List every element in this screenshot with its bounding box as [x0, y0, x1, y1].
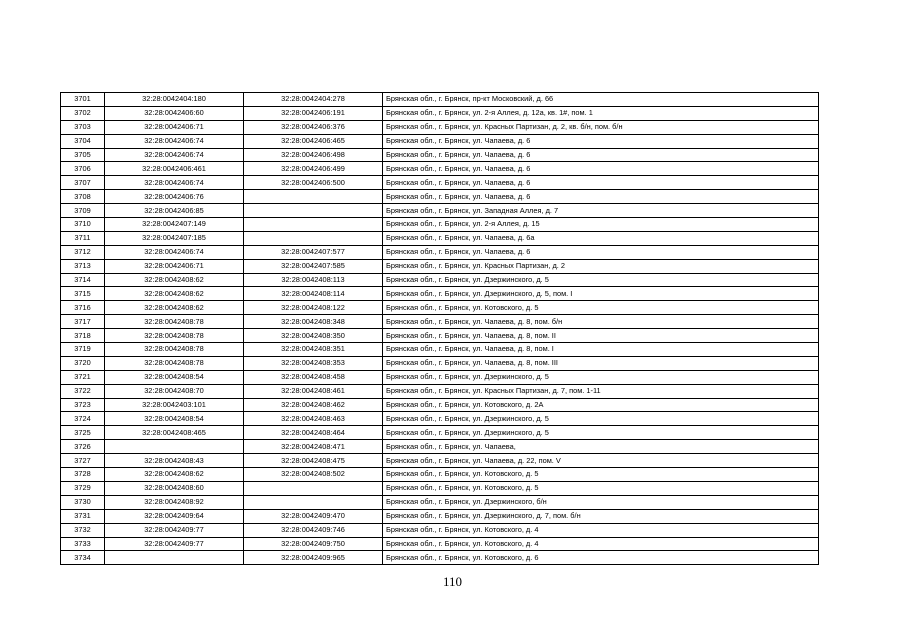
row-number-cell: 3727 — [61, 454, 105, 468]
address-cell: Брянская обл., г. Брянск, ул. Чапаева, — [383, 440, 819, 454]
row-number-cell: 3704 — [61, 134, 105, 148]
address-cell: Брянская обл., г. Брянск, ул. 2-я Аллея, д. 12а, кв. 1#, пом. 1 — [383, 106, 819, 120]
row-number-cell: 3713 — [61, 259, 105, 273]
row-number-cell: 3715 — [61, 287, 105, 301]
row-number-cell: 3705 — [61, 148, 105, 162]
linked-cadastral-number-cell: 32:28:0042408:458 — [244, 370, 383, 384]
table-row — [61, 134, 819, 148]
row-number-cell: 3709 — [61, 204, 105, 218]
address-cell: Брянская обл., г. Брянск, ул. Дзержинского, д. 5 — [383, 426, 819, 440]
row-number-cell: 3723 — [61, 398, 105, 412]
address-cell: Брянская обл., г. Брянск, ул. Котовского, д. 4 — [383, 523, 819, 537]
row-number-cell: 3729 — [61, 481, 105, 495]
table-row — [61, 551, 819, 565]
table-row — [61, 495, 819, 509]
cadastral-number-cell: 32:28:0042408:78 — [105, 356, 244, 370]
cadastral-number-cell: 32:28:0042408:62 — [105, 468, 244, 482]
linked-cadastral-number-cell: 32:28:0042409:750 — [244, 537, 383, 551]
linked-cadastral-number-cell: 32:28:0042407:585 — [244, 259, 383, 273]
row-number-cell: 3701 — [61, 93, 105, 107]
cadastral-number-cell: 32:28:0042408:465 — [105, 426, 244, 440]
linked-cadastral-number-cell — [244, 204, 383, 218]
table-row — [61, 523, 819, 537]
row-number-cell: 3711 — [61, 231, 105, 245]
linked-cadastral-number-cell: 32:28:0042408:351 — [244, 343, 383, 357]
table-row — [61, 468, 819, 482]
row-number-cell: 3716 — [61, 301, 105, 315]
table-row — [61, 440, 819, 454]
linked-cadastral-number-cell: 32:28:0042406:498 — [244, 148, 383, 162]
row-number-cell: 3710 — [61, 218, 105, 232]
linked-cadastral-number-cell: 32:28:0042408:353 — [244, 356, 383, 370]
linked-cadastral-number-cell — [244, 495, 383, 509]
address-cell: Брянская обл., г. Брянск, ул. Чапаева, д. 6 — [383, 148, 819, 162]
table-row — [61, 301, 819, 315]
table-row — [61, 162, 819, 176]
table-row — [61, 370, 819, 384]
table-row — [61, 481, 819, 495]
address-cell: Брянская обл., г. Брянск, ул. Дзержинского, д. 5 — [383, 273, 819, 287]
cadastral-number-cell — [105, 440, 244, 454]
address-cell: Брянская обл., г. Брянск, ул. Чапаева, д. 6 — [383, 190, 819, 204]
cadastral-number-cell: 32:28:0042406:74 — [105, 176, 244, 190]
linked-cadastral-number-cell — [244, 231, 383, 245]
row-number-cell: 3733 — [61, 537, 105, 551]
linked-cadastral-number-cell: 32:28:0042406:376 — [244, 120, 383, 134]
row-number-cell: 3714 — [61, 273, 105, 287]
linked-cadastral-number-cell — [244, 481, 383, 495]
cadastral-number-cell: 32:28:0042404:180 — [105, 93, 244, 107]
address-cell: Брянская обл., г. Брянск, ул. Чапаева, д. 6а — [383, 231, 819, 245]
row-number-cell: 3726 — [61, 440, 105, 454]
address-cell: Брянская обл., г. Брянск, ул. Чапаева, д. 6 — [383, 176, 819, 190]
cadastral-number-cell: 32:28:0042408:70 — [105, 384, 244, 398]
linked-cadastral-number-cell: 32:28:0042408:502 — [244, 468, 383, 482]
cadastral-number-cell: 32:28:0042408:78 — [105, 343, 244, 357]
row-number-cell: 3702 — [61, 106, 105, 120]
linked-cadastral-number-cell: 32:28:0042408:475 — [244, 454, 383, 468]
address-cell: Брянская обл., г. Брянск, ул. Дзержинского, б/н — [383, 495, 819, 509]
table-row — [61, 93, 819, 107]
linked-cadastral-number-cell: 32:28:0042404:278 — [244, 93, 383, 107]
row-number-cell: 3722 — [61, 384, 105, 398]
address-cell: Брянская обл., г. Брянск, ул. Котовского, д. 6 — [383, 551, 819, 565]
cadastral-number-cell: 32:28:0042407:149 — [105, 218, 244, 232]
row-number-cell: 3721 — [61, 370, 105, 384]
row-number-cell: 3728 — [61, 468, 105, 482]
linked-cadastral-number-cell: 32:28:0042406:191 — [244, 106, 383, 120]
table-row — [61, 148, 819, 162]
table-row — [61, 454, 819, 468]
table-row — [61, 190, 819, 204]
table-row — [61, 329, 819, 343]
table-row — [61, 537, 819, 551]
table-row — [61, 204, 819, 218]
linked-cadastral-number-cell: 32:28:0042408:350 — [244, 329, 383, 343]
cadastral-number-cell: 32:28:0042406:74 — [105, 245, 244, 259]
table-row — [61, 231, 819, 245]
cadastral-number-cell: 32:28:0042408:78 — [105, 315, 244, 329]
cadastral-number-cell: 32:28:0042408:62 — [105, 273, 244, 287]
table-row — [61, 398, 819, 412]
page-number: 110 — [442, 574, 463, 589]
table-row — [61, 120, 819, 134]
cadastral-number-cell: 32:28:0042406:71 — [105, 259, 244, 273]
table-row — [61, 176, 819, 190]
row-number-cell: 3707 — [61, 176, 105, 190]
table-row — [61, 509, 819, 523]
cadastral-number-cell: 32:28:0042407:185 — [105, 231, 244, 245]
address-cell: Брянская обл., г. Брянск, ул. Чапаева, д. 6 — [383, 134, 819, 148]
address-cell: Брянская обл., г. Брянск, ул. Котовского, д. 5 — [383, 301, 819, 315]
registry-table — [60, 92, 819, 565]
linked-cadastral-number-cell: 32:28:0042406:465 — [244, 134, 383, 148]
linked-cadastral-number-cell: 32:28:0042408:113 — [244, 273, 383, 287]
row-number-cell: 3718 — [61, 329, 105, 343]
cadastral-number-cell — [105, 551, 244, 565]
address-cell: Брянская обл., г. Брянск, ул. Красных Партизан, д. 7, пом. 1-11 — [383, 384, 819, 398]
linked-cadastral-number-cell: 32:28:0042406:499 — [244, 162, 383, 176]
cadastral-number-cell: 32:28:0042406:76 — [105, 190, 244, 204]
row-number-cell: 3706 — [61, 162, 105, 176]
table-row — [61, 273, 819, 287]
table-row — [61, 287, 819, 301]
table-row — [61, 384, 819, 398]
table-row — [61, 412, 819, 426]
linked-cadastral-number-cell: 32:28:0042408:463 — [244, 412, 383, 426]
cadastral-number-cell: 32:28:0042406:60 — [105, 106, 244, 120]
linked-cadastral-number-cell: 32:28:0042408:122 — [244, 301, 383, 315]
cadastral-number-cell: 32:28:0042406:71 — [105, 120, 244, 134]
address-cell: Брянская обл., г. Брянск, ул. Чапаева, д. 8, пом. б/н — [383, 315, 819, 329]
row-number-cell: 3724 — [61, 412, 105, 426]
address-cell: Брянская обл., г. Брянск, ул. Чапаева, д. 6 — [383, 245, 819, 259]
cadastral-number-cell: 32:28:0042408:60 — [105, 481, 244, 495]
address-cell: Брянская обл., г. Брянск, ул. Чапаева, д. 6 — [383, 162, 819, 176]
cadastral-number-cell: 32:28:0042406:74 — [105, 134, 244, 148]
cadastral-number-cell: 32:28:0042408:43 — [105, 454, 244, 468]
row-number-cell: 3730 — [61, 495, 105, 509]
table-row — [61, 356, 819, 370]
address-cell: Брянская обл., г. Брянск, ул. Дзержинского, д. 5 — [383, 370, 819, 384]
linked-cadastral-number-cell: 32:28:0042408:464 — [244, 426, 383, 440]
table-row — [61, 315, 819, 329]
registry-table-body — [61, 93, 819, 565]
table-row — [61, 426, 819, 440]
row-number-cell: 3719 — [61, 343, 105, 357]
cadastral-number-cell: 32:28:0042409:77 — [105, 537, 244, 551]
address-cell: Брянская обл., г. Брянск, ул. Дзержинского, д. 7, пом. б/н — [383, 509, 819, 523]
linked-cadastral-number-cell: 32:28:0042408:114 — [244, 287, 383, 301]
cadastral-number-cell: 32:28:0042409:77 — [105, 523, 244, 537]
linked-cadastral-number-cell: 32:28:0042409:746 — [244, 523, 383, 537]
address-cell: Брянская обл., г. Брянск, ул. Дзержинского, д. 5 — [383, 412, 819, 426]
linked-cadastral-number-cell — [244, 218, 383, 232]
cadastral-number-cell: 32:28:0042403:101 — [105, 398, 244, 412]
linked-cadastral-number-cell: 32:28:0042406:500 — [244, 176, 383, 190]
row-number-cell: 3732 — [61, 523, 105, 537]
table-row — [61, 245, 819, 259]
address-cell: Брянская обл., г. Брянск, ул. Чапаева, д. 22, пом. V — [383, 454, 819, 468]
cadastral-number-cell: 32:28:0042408:62 — [105, 301, 244, 315]
cadastral-number-cell: 32:28:0042406:85 — [105, 204, 244, 218]
address-cell: Брянская обл., г. Брянск, ул. Красных Партизан, д. 2 — [383, 259, 819, 273]
address-cell: Брянская обл., г. Брянск, пр-кт Московский, д. 66 — [383, 93, 819, 107]
linked-cadastral-number-cell: 32:28:0042408:462 — [244, 398, 383, 412]
table-row — [61, 218, 819, 232]
linked-cadastral-number-cell: 32:28:0042408:348 — [244, 315, 383, 329]
cadastral-number-cell: 32:28:0042408:62 — [105, 287, 244, 301]
row-number-cell: 3708 — [61, 190, 105, 204]
cadastral-number-cell: 32:28:0042406:461 — [105, 162, 244, 176]
cadastral-number-cell: 32:28:0042409:64 — [105, 509, 244, 523]
linked-cadastral-number-cell: 32:28:0042408:461 — [244, 384, 383, 398]
address-cell: Брянская обл., г. Брянск, ул. Западная Аллея, д. 7 — [383, 204, 819, 218]
cadastral-number-cell: 32:28:0042408:54 — [105, 412, 244, 426]
address-cell: Брянская обл., г. Брянск, ул. Котовского, д. 5 — [383, 468, 819, 482]
row-number-cell: 3734 — [61, 551, 105, 565]
address-cell: Брянская обл., г. Брянск, ул. Чапаева, д. 8, пом. I — [383, 343, 819, 357]
cadastral-number-cell: 32:28:0042408:78 — [105, 329, 244, 343]
linked-cadastral-number-cell: 32:28:0042408:471 — [244, 440, 383, 454]
linked-cadastral-number-cell: 32:28:0042409:470 — [244, 509, 383, 523]
row-number-cell: 3720 — [61, 356, 105, 370]
address-cell: Брянская обл., г. Брянск, ул. Красных Партизан, д. 2, кв. б/н, пом. б/н — [383, 120, 819, 134]
cadastral-number-cell: 32:28:0042408:54 — [105, 370, 244, 384]
address-cell: Брянская обл., г. Брянск, ул. Котовского, д. 5 — [383, 481, 819, 495]
linked-cadastral-number-cell: 32:28:0042407:577 — [244, 245, 383, 259]
row-number-cell: 3731 — [61, 509, 105, 523]
table-row — [61, 106, 819, 120]
address-cell: Брянская обл., г. Брянск, ул. Чапаева, д. 8, пом. II — [383, 329, 819, 343]
row-number-cell: 3725 — [61, 426, 105, 440]
address-cell: Брянская обл., г. Брянск, ул. 2-я Аллея, д. 15 — [383, 218, 819, 232]
linked-cadastral-number-cell: 32:28:0042409:965 — [244, 551, 383, 565]
table-row — [61, 343, 819, 357]
cadastral-number-cell: 32:28:0042406:74 — [105, 148, 244, 162]
address-cell: Брянская обл., г. Брянск, ул. Котовского, д. 2А — [383, 398, 819, 412]
row-number-cell: 3703 — [61, 120, 105, 134]
linked-cadastral-number-cell — [244, 190, 383, 204]
address-cell: Брянская обл., г. Брянск, ул. Дзержинского, д. 5, пом. I — [383, 287, 819, 301]
address-cell: Брянская обл., г. Брянск, ул. Котовского, д. 4 — [383, 537, 819, 551]
address-cell: Брянская обл., г. Брянск, ул. Чапаева, д. 8, пом. III — [383, 356, 819, 370]
cadastral-number-cell: 32:28:0042408:92 — [105, 495, 244, 509]
table-row — [61, 259, 819, 273]
row-number-cell: 3712 — [61, 245, 105, 259]
row-number-cell: 3717 — [61, 315, 105, 329]
